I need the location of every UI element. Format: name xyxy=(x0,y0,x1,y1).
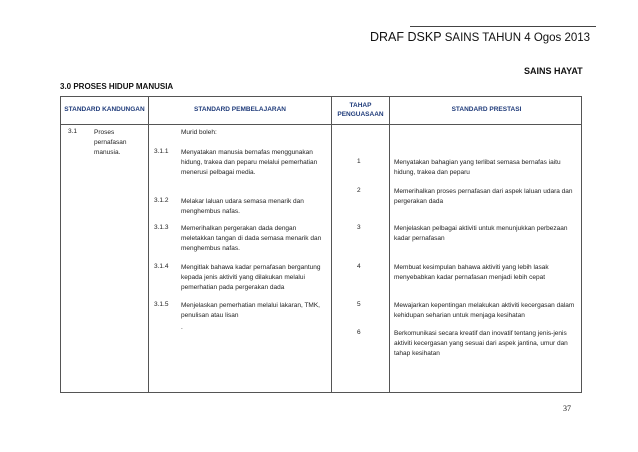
performance-text: Menjelaskan pelbagai aktiviti untuk menunjukkan perbezaan kadar pernafasan xyxy=(394,225,568,243)
learning-code: 3.1.4 xyxy=(154,263,169,270)
performance-text: Mewajarkan kepentingan melakukan aktiviti kecergasan dalam kehidupan seharian untuk menjaga kesihatan xyxy=(394,302,575,320)
performance-level: 5 xyxy=(357,301,361,308)
performance-level: 1 xyxy=(357,158,361,165)
standards-table xyxy=(60,96,582,393)
draft-date: Ogos 2013 xyxy=(533,32,591,44)
header-tahap-penguasaan: TAHAP PENGUASAAN xyxy=(337,102,384,118)
content-standard-text: Proses pernafasan manusia. xyxy=(94,129,127,157)
content-standard-number: 3.1 xyxy=(68,128,78,135)
performance-level: 2 xyxy=(357,187,361,194)
col-divider-1 xyxy=(148,97,149,392)
draft-title-a: DRAF DSKP xyxy=(370,30,442,44)
learning-intro: Murid boleh: xyxy=(181,129,217,136)
learning-code: 3.1.3 xyxy=(154,224,169,231)
header-rule xyxy=(410,26,596,27)
performance-level: 3 xyxy=(357,224,361,231)
performance-text: Menyatakan bahagian yang terlibat semasa bernafas iaitu hidung, trakea dan peparu xyxy=(394,159,561,177)
page-number: 37 xyxy=(563,404,571,413)
performance-text: Membuat kesimpulan bahawa aktiviti yang lebih lasak menyebabkan kadar pernafasan menjadi lebih cepat xyxy=(394,264,549,282)
header-standard-pembelajaran: STANDARD PEMBELAJARAN xyxy=(194,106,286,114)
performance-level: 6 xyxy=(357,329,361,336)
col-divider-2 xyxy=(331,97,332,392)
section-title: 3.0 PROSES HIDUP MANUSIA xyxy=(60,82,174,91)
subject-title: SAINS HAYAT xyxy=(524,66,583,76)
learning-code: 3.1.2 xyxy=(154,197,169,204)
header-row-divider xyxy=(61,124,581,125)
col-divider-3 xyxy=(389,97,390,392)
performance-text: Memerihalkan proses pernafasan dari aspek laluan udara dan pergerakan dada xyxy=(394,188,573,206)
learning-code: 3.1.5 xyxy=(154,301,169,308)
learning-text: Menyatakan manusia bernafas menggunakan hidung, trakea dan peparu melalui pemerhatian menerusi pelbagai media. xyxy=(181,149,318,177)
performance-level: 4 xyxy=(357,263,361,270)
draft-title-b: SAINS TAHUN 4 xyxy=(444,32,531,44)
performance-text: Berkomunikasi secara kreatif dan inovatif tentang jenis-jenis aktiviti kecergasan yang sesuai dari aspek jantina, umur dan tahap kesihatan xyxy=(394,330,568,358)
learning-text: Melakar laluan udara semasa menarik dan menghembus nafas. xyxy=(181,198,304,216)
learning-text: Menjelaskan pemerhatian melalui lakaran, TMK, penulisan atau lisan xyxy=(181,302,320,320)
learning-text: Memerihalkan pergerakan dada dengan meletakkan tangan di dada semasa menarik dan menghembus nafas. xyxy=(181,225,322,253)
learning-code: 3.1.1 xyxy=(154,148,169,155)
draft-title xyxy=(370,30,590,44)
header-standard-kandungan: STANDARD KANDUNGAN xyxy=(64,106,145,114)
learning-trailing: . xyxy=(181,324,183,331)
header-standard-prestasi: STANDARD PRESTASI xyxy=(451,106,522,114)
learning-text: Mengitlak bahawa kadar pernafasan bergantung kepada jenis aktiviti yang dilakukan melalui pemerhatian pada pergerakan dada xyxy=(181,264,321,292)
